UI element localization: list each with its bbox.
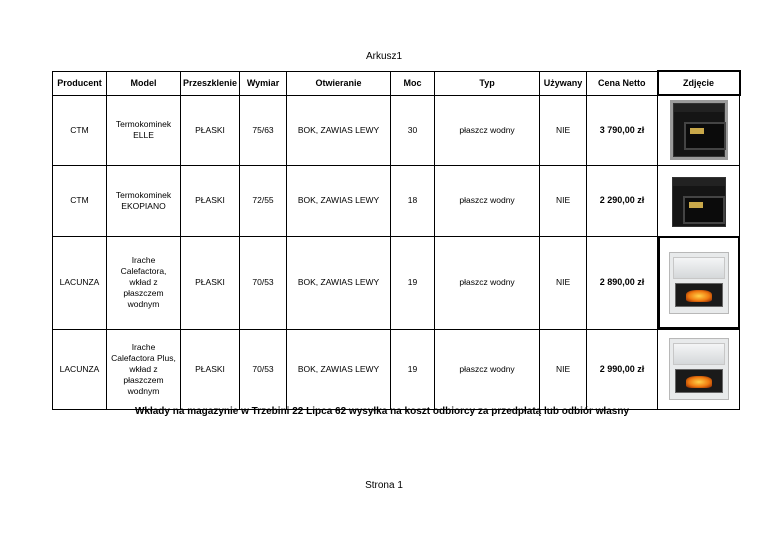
cell-moc: 19 [391, 236, 435, 329]
cell-cena: 2 290,00 zł [587, 165, 658, 236]
cell-otwieranie: BOK, ZAWIAS LEWY [287, 329, 391, 409]
cell-typ: płaszcz wodny [435, 329, 540, 409]
cell-przeszklenie: PŁASKI [181, 329, 240, 409]
cell-zdjecie [658, 95, 740, 165]
cell-producent: CTM [53, 95, 107, 165]
table-row [53, 329, 740, 409]
black-stove-photo [670, 100, 728, 160]
product-table [52, 70, 741, 410]
cell-typ: płaszcz wodny [435, 165, 540, 236]
cell-producent: LACUNZA [53, 329, 107, 409]
cell-otwieranie: BOK, ZAWIAS LEWY [287, 236, 391, 329]
table-row [53, 95, 740, 165]
header-przeszklenie: Przeszklenie [181, 71, 240, 95]
cell-cena: 2 890,00 zł [587, 236, 658, 329]
page-footer: Strona 1 [365, 480, 403, 491]
cell-zdjecie [658, 165, 740, 236]
header-moc: Moc [391, 71, 435, 95]
header-cena-netto: Cena Netto [587, 71, 658, 95]
header-zdjecie[interactable]: Zdjęcie [658, 71, 740, 95]
cell-otwieranie: BOK, ZAWIAS LEWY [287, 95, 391, 165]
table-row [53, 165, 740, 236]
cell-typ: płaszcz wodny [435, 236, 540, 329]
cell-uzywany: NIE [540, 329, 587, 409]
cell-model: Termokominek EKOPIANO [107, 165, 181, 236]
cell-uzywany: NIE [540, 165, 587, 236]
cell-producent: CTM [53, 165, 107, 236]
cell-cena: 3 790,00 zł [587, 95, 658, 165]
cell-przeszklenie: PŁASKI [181, 236, 240, 329]
header-wymiar: Wymiar [240, 71, 287, 95]
cell-zdjecie[interactable] [658, 236, 740, 329]
cell-model: Irache Calefactora, wkład z płaszczem wodnym [107, 236, 181, 329]
stock-note: Wkłady na magazynie w Trzebini 22 Lipca 62 wysyłka na koszt odbiorcy za przedpłatą lub odbiór własny [134, 406, 630, 417]
cell-moc: 18 [391, 165, 435, 236]
cell-typ: płaszcz wodny [435, 95, 540, 165]
cell-producent: LACUNZA [53, 236, 107, 329]
cell-moc: 30 [391, 95, 435, 165]
cell-wymiar: 70/53 [240, 236, 287, 329]
cell-przeszklenie: PŁASKI [181, 165, 240, 236]
cell-uzywany: NIE [540, 236, 587, 329]
cell-wymiar: 70/53 [240, 329, 287, 409]
table-header-row [53, 71, 740, 95]
header-otwieranie: Otwieranie [287, 71, 391, 95]
table-row [53, 236, 740, 329]
header-typ: Typ [435, 71, 540, 95]
header-uzywany: Używany [540, 71, 587, 95]
cell-moc: 19 [391, 329, 435, 409]
sheet-title: Arkusz1 [365, 51, 403, 62]
black-stove-photo [670, 171, 728, 231]
white-stove-photo [669, 338, 729, 400]
cell-uzywany: NIE [540, 95, 587, 165]
cell-wymiar: 75/63 [240, 95, 287, 165]
white-stove-photo [669, 252, 729, 314]
header-model: Model [107, 71, 181, 95]
cell-cena: 2 990,00 zł [587, 329, 658, 409]
cell-przeszklenie: PŁASKI [181, 95, 240, 165]
cell-otwieranie: BOK, ZAWIAS LEWY [287, 165, 391, 236]
cell-wymiar: 72/55 [240, 165, 287, 236]
cell-zdjecie [658, 329, 740, 409]
header-producent: Producent [53, 71, 107, 95]
cell-model: Termokominek ELLE [107, 95, 181, 165]
cell-model: Irache Calefactora Plus, wkład z płaszczem wodnym [107, 329, 181, 409]
